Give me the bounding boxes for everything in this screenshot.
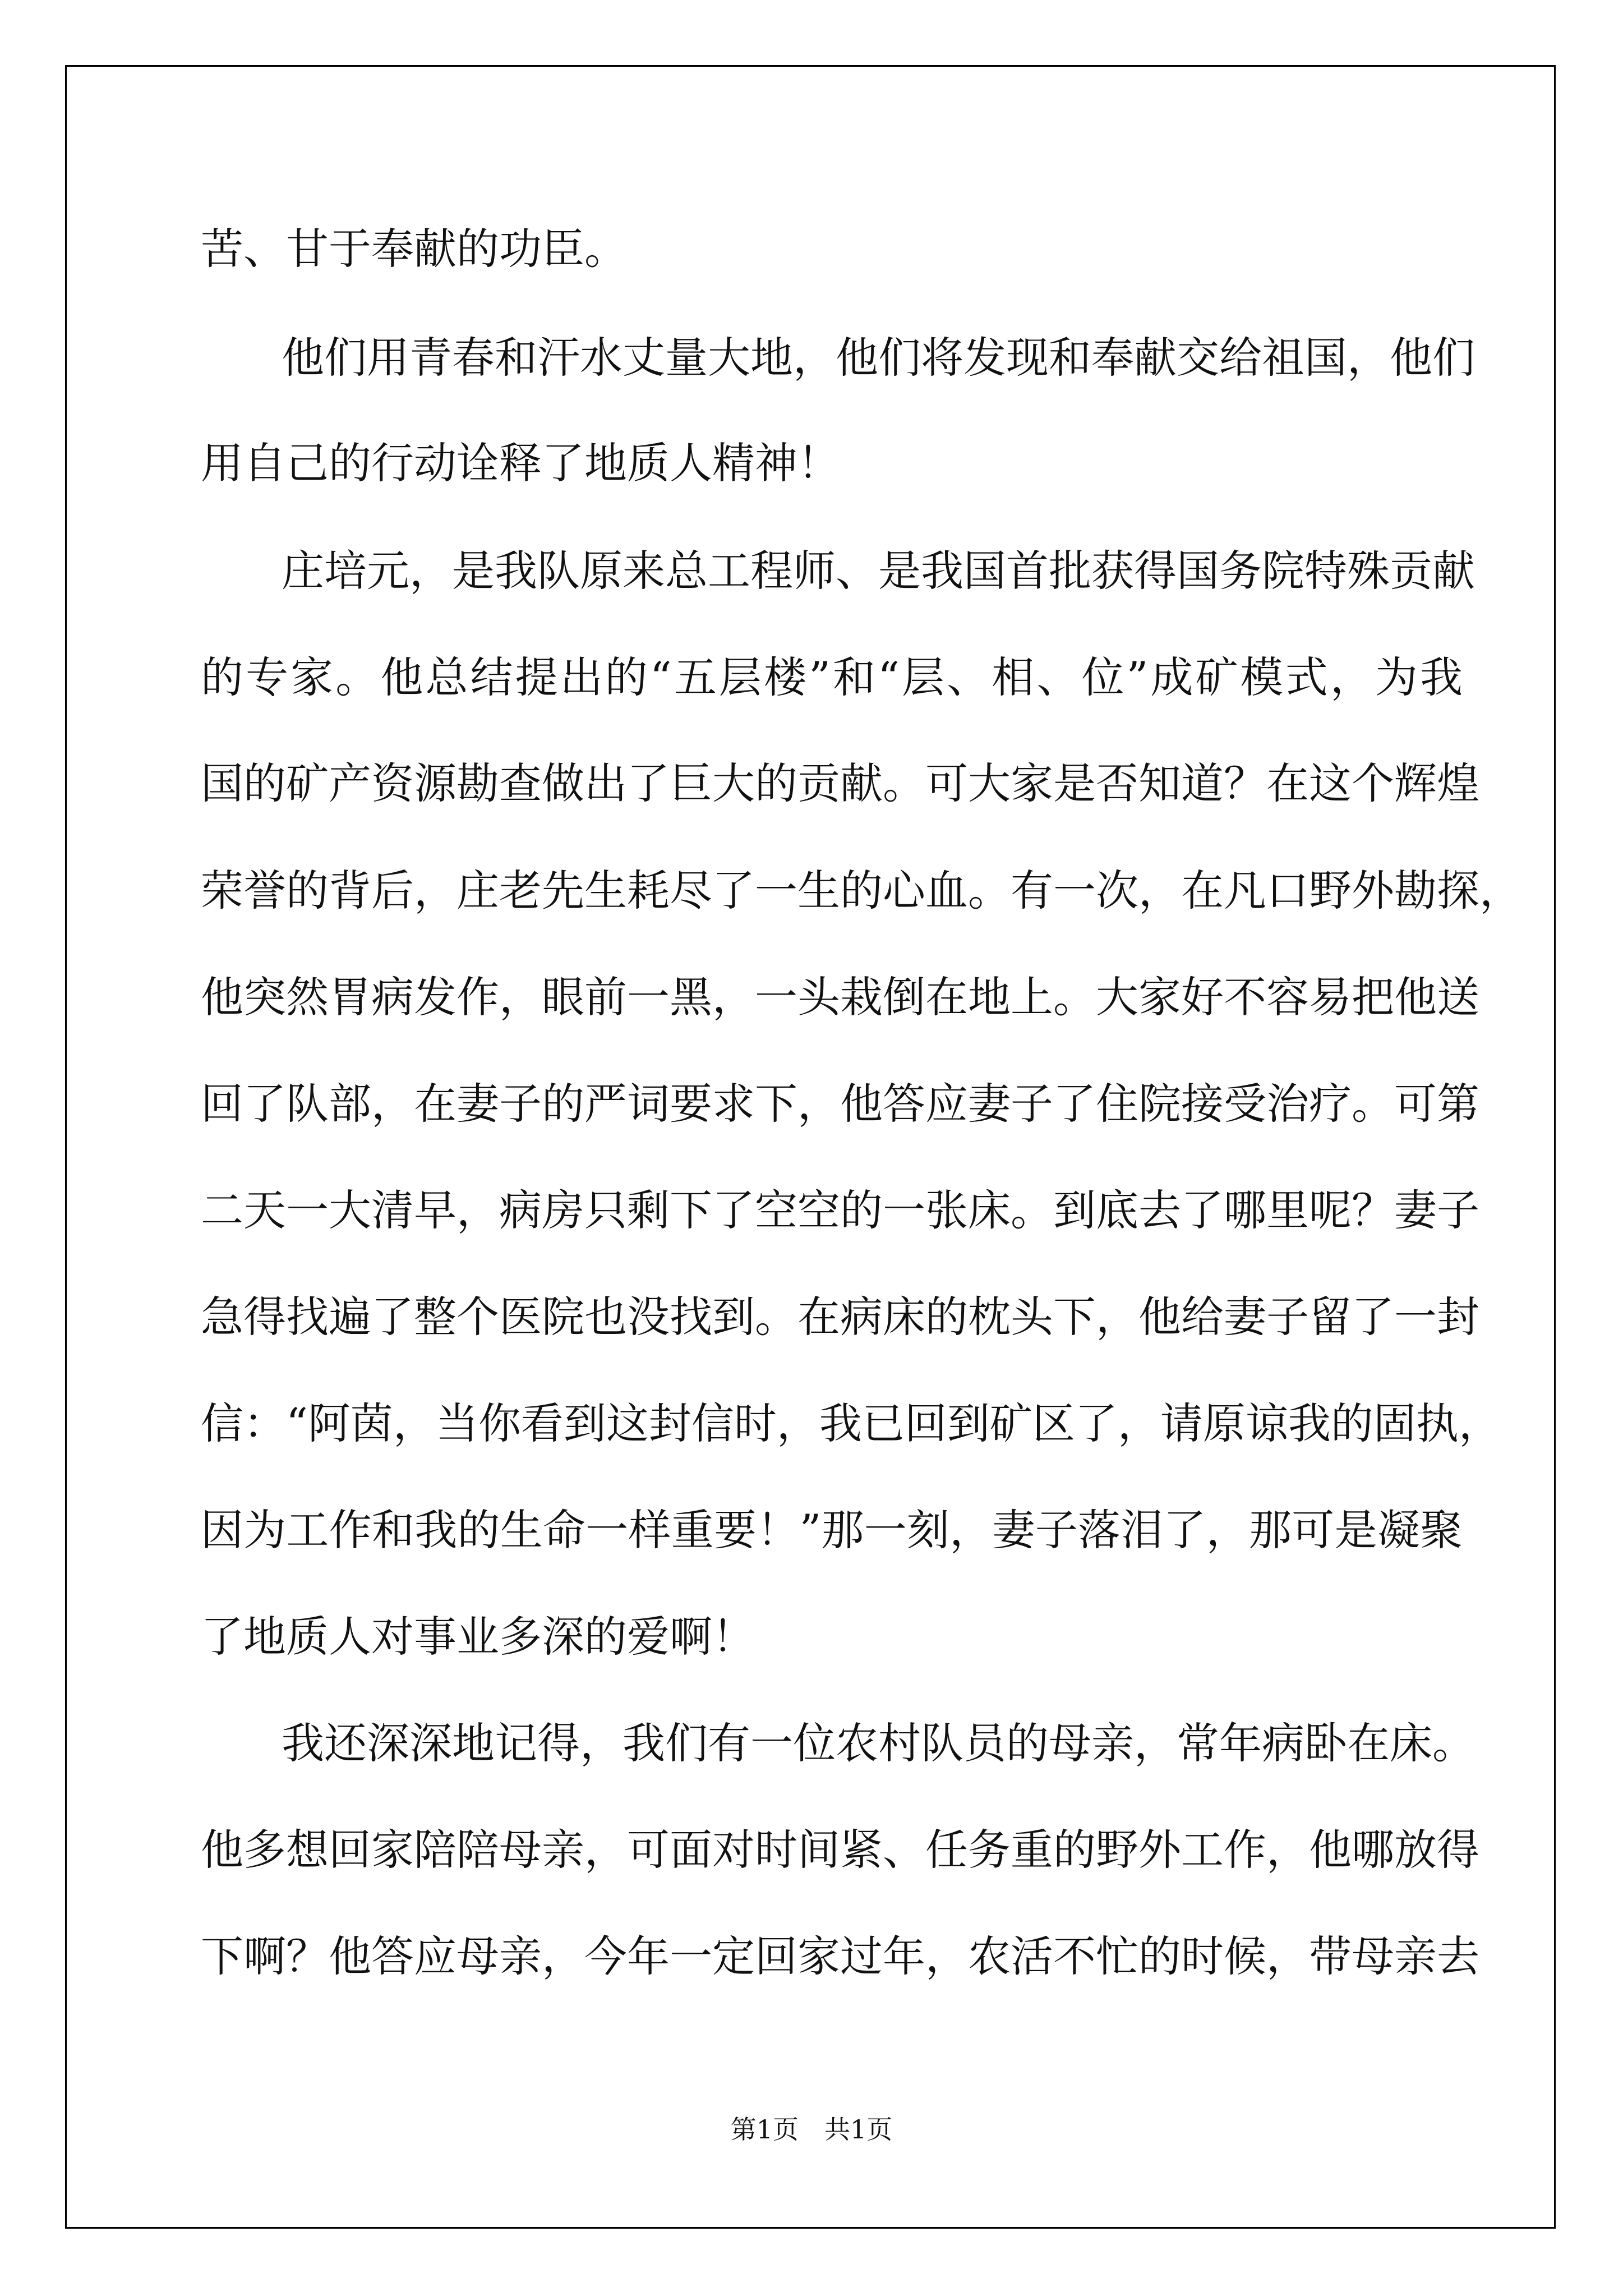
text-line-1: 苦、甘于奉献的功臣。: [201, 224, 627, 274]
text-line-17: 下啊？他答应母亲，今年一定回家过年，农活不忙的时候，带母亲去: [201, 1931, 1479, 1981]
text-line-7: 荣誉的背后，庄老先生耗尽了一生的心血。有一次，在凡口野外勘探，: [201, 866, 1522, 915]
text-line-15: 我还深深地记得，我们有一位农村队员的母亲，常年病卧在床。: [282, 1718, 1475, 1768]
text-line-13: 因为工作和我的生命一样重要！”那一刻，妻子落泪了，那可是凝聚: [201, 1505, 1463, 1555]
text-line-4: 庄培元，是我队原来总工程师、是我国首批获得国务院特殊贡献: [282, 546, 1475, 596]
text-line-3: 用自己的行动诠释了地质人精神！: [201, 438, 840, 488]
text-line-14: 了地质人对事业多深的爱啊！: [201, 1612, 755, 1662]
text-line-2: 他们用青春和汗水丈量大地，他们将发现和奉献交给祖国，他们: [282, 333, 1475, 383]
text-line-10: 二天一大清早，病房只剩下了空空的一张床。到底去了哪里呢？妻子: [201, 1185, 1479, 1235]
text-line-9: 回了队部，在妻子的严词要求下，他答应妻子了住院接受治疗。可第: [201, 1079, 1479, 1129]
text-line-6: 国的矿产资源勘查做出了巨大的贡献。可大家是否知道？在这个辉煌: [201, 758, 1479, 808]
text-line-16: 他多想回家陪陪母亲，可面对时间紧、任务重的野外工作，他哪放得: [201, 1825, 1479, 1875]
page-number: 第1页 共1页: [730, 2114, 893, 2145]
text-line-5: 的专家。他总结提出的“五层楼”和“层、相、位”成矿模式，为我: [201, 652, 1463, 702]
text-line-12: 信：“阿茵，当你看到这封信时，我已回到矿区了，请原谅我的固执，: [201, 1398, 1501, 1448]
text-line-11: 急得找遍了整个医院也没找到。在病床的枕头下，他给妻子留了一封: [201, 1292, 1479, 1342]
text-line-8: 他突然胃病发作，眼前一黑，一头栽倒在地上。大家好不容易把他送: [201, 972, 1479, 1022]
